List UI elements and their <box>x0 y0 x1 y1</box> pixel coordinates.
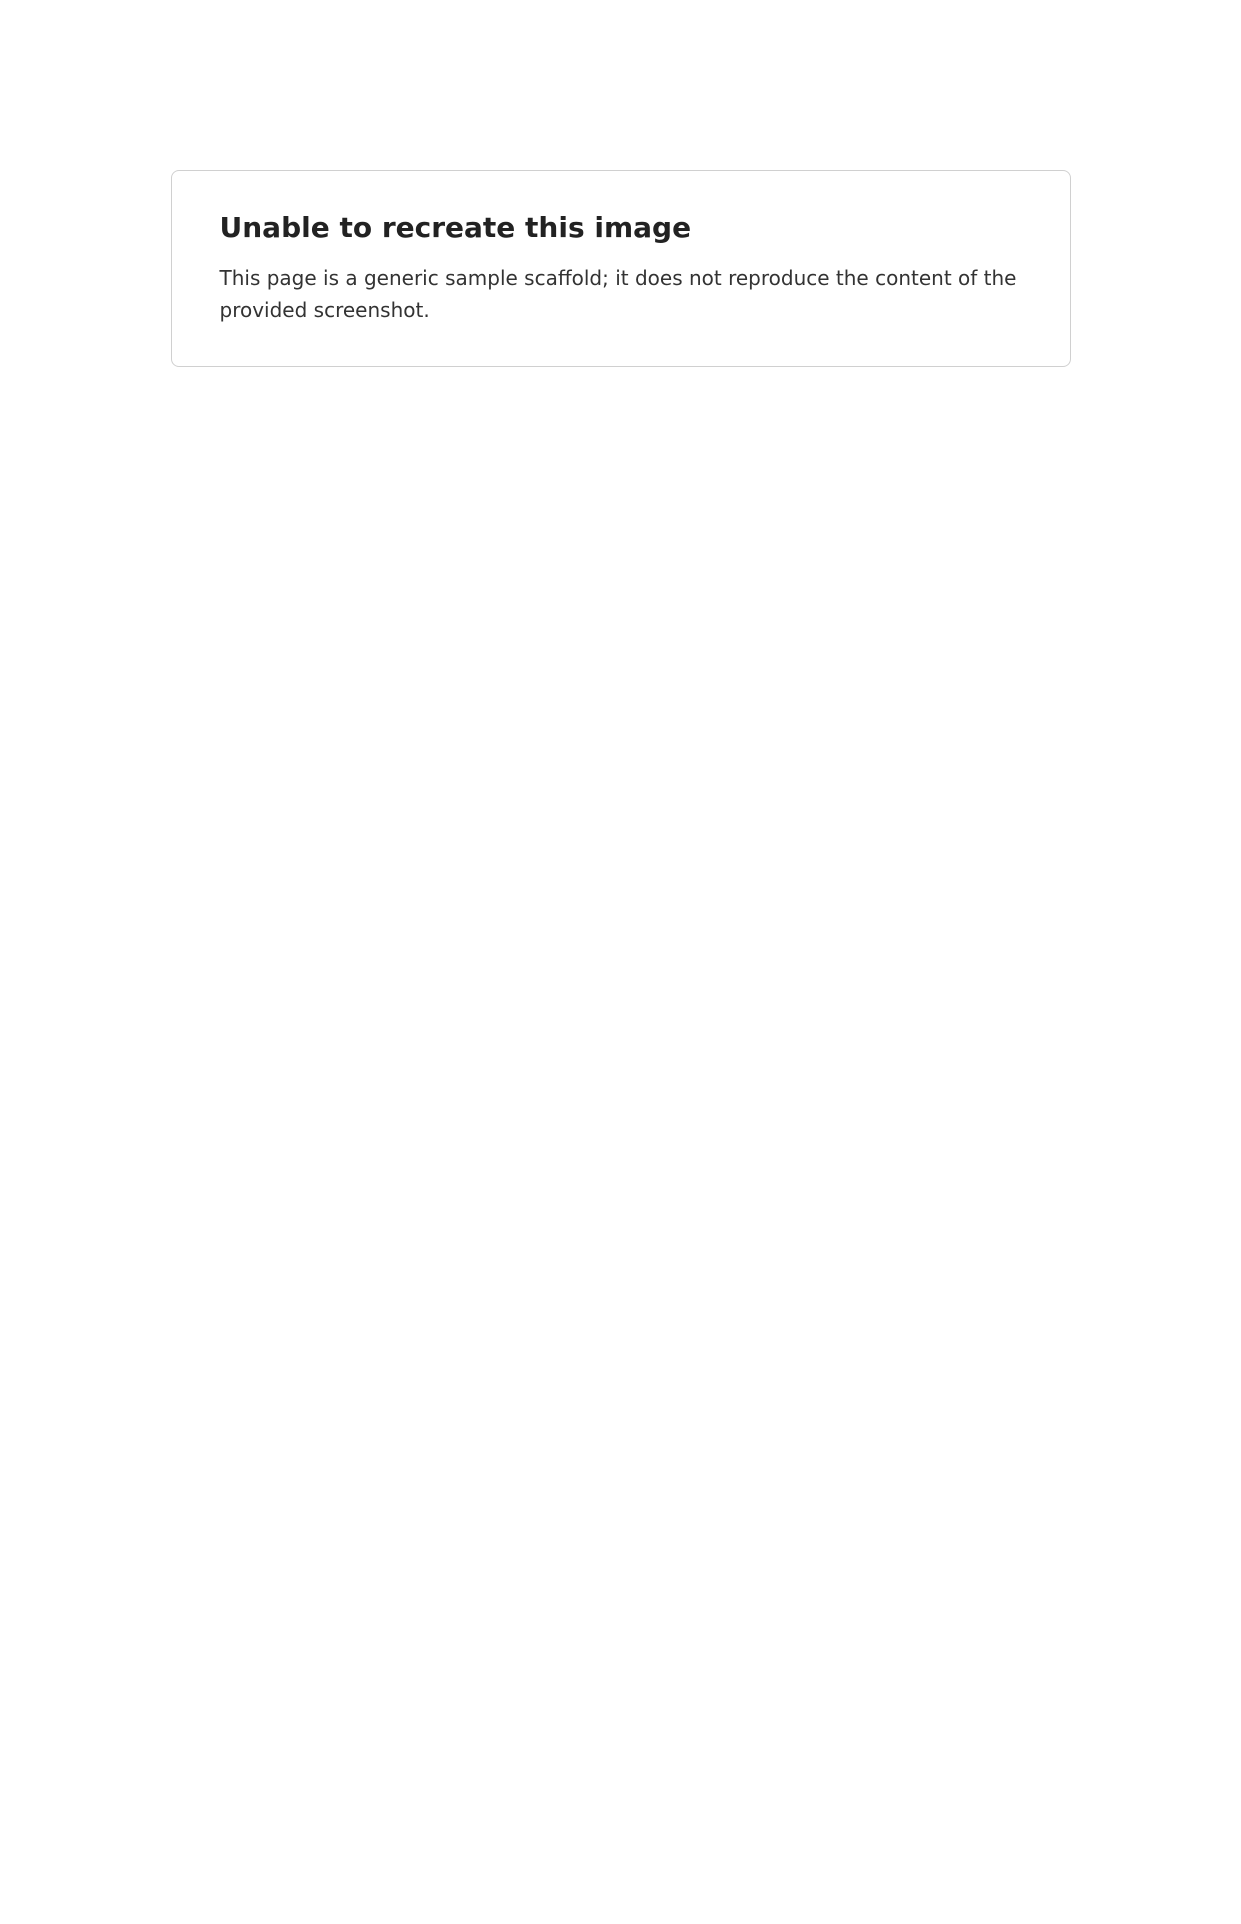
placeholder-card <box>171 170 1071 367</box>
placeholder-message: This page is a generic sample scaffold; it does not reproduce the content of the provided screenshot. <box>219 266 1017 322</box>
placeholder-heading: Unable to recreate this image <box>219 211 692 244</box>
